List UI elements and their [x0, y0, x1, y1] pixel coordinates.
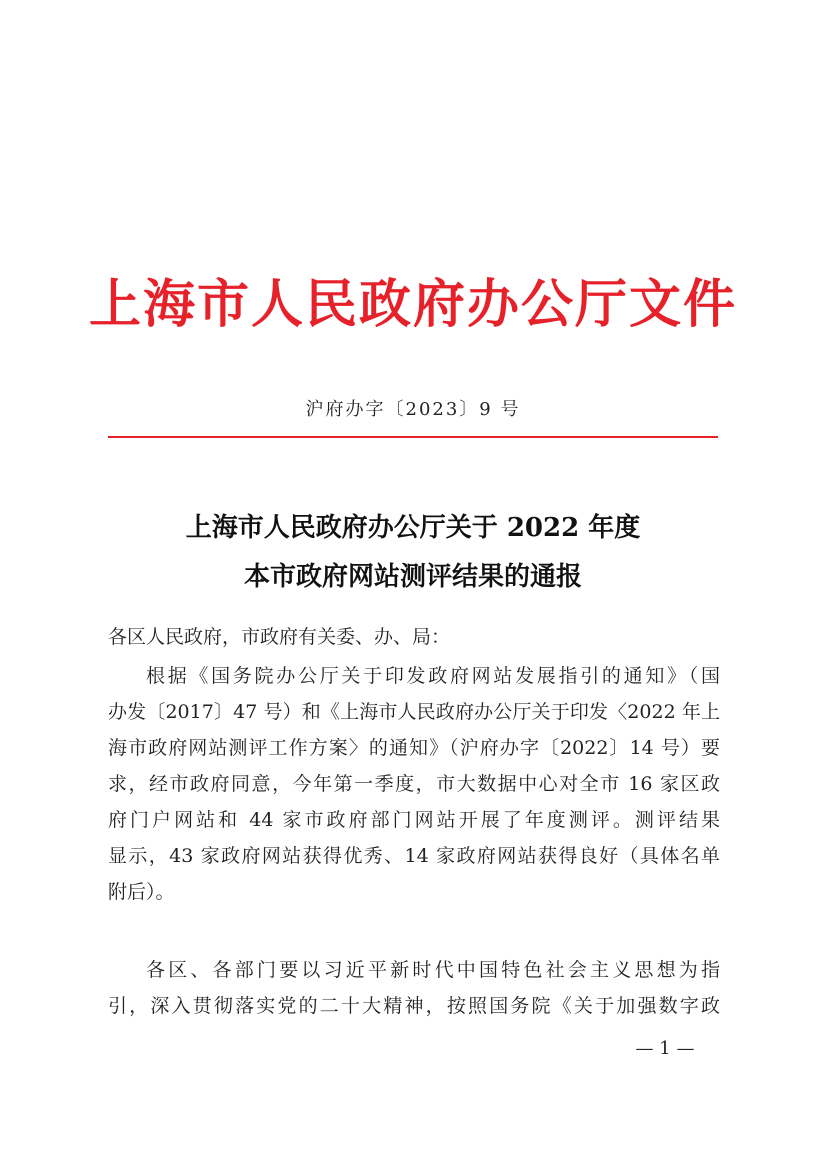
document-title-line-2: 本市政府网站测评结果的通报 [243, 562, 582, 592]
salutation: 各区人民政府，市政府有关委、办、局： [108, 626, 451, 648]
paragraph-line: 办发〔2017〕47 号）和《上海市人民政府办公厅关于印发〈2022 年上 [108, 701, 720, 723]
paragraph-line: 各区、各部门要以习近平新时代中国特色社会主义思想为指 [146, 959, 720, 981]
paragraph-line: 引，深入贯彻落实党的二十大精神，按照国务院《关于加强数字政 [108, 995, 720, 1017]
paragraph-line: 附后）。 [108, 881, 175, 903]
paragraph-line: 府门户网站和 44 家市政府部门网站开展了年度测评。测评结果 [108, 809, 720, 831]
issuer-masthead: 上海市人民政府办公厅文件 [88, 274, 737, 335]
page-number: — 1 — [635, 1038, 695, 1059]
paragraph-line: 求，经市政府同意，今年第一季度，市大数据中心对全市 16 家区政 [108, 773, 720, 795]
paragraph-line: 根据《国务院办公厅关于印发政府网站发展指引的通知》（国 [146, 665, 720, 687]
document-number: 沪府办字〔2023〕9 号 [305, 399, 521, 420]
body-paragraph-1 [108, 658, 720, 910]
paragraph-line: 海市政府网站测评工作方案〉的通知》（沪府办字〔2022〕14 号）要 [108, 737, 720, 759]
paragraph-line: 显示，43 家政府网站获得优秀、14 家政府网站获得良好（具体名单 [108, 845, 720, 867]
red-separator-line [108, 436, 718, 438]
body-paragraph-2 [108, 952, 720, 1024]
document-title-line-1: 上海市人民政府办公厅关于 2022 年度 [185, 513, 641, 543]
